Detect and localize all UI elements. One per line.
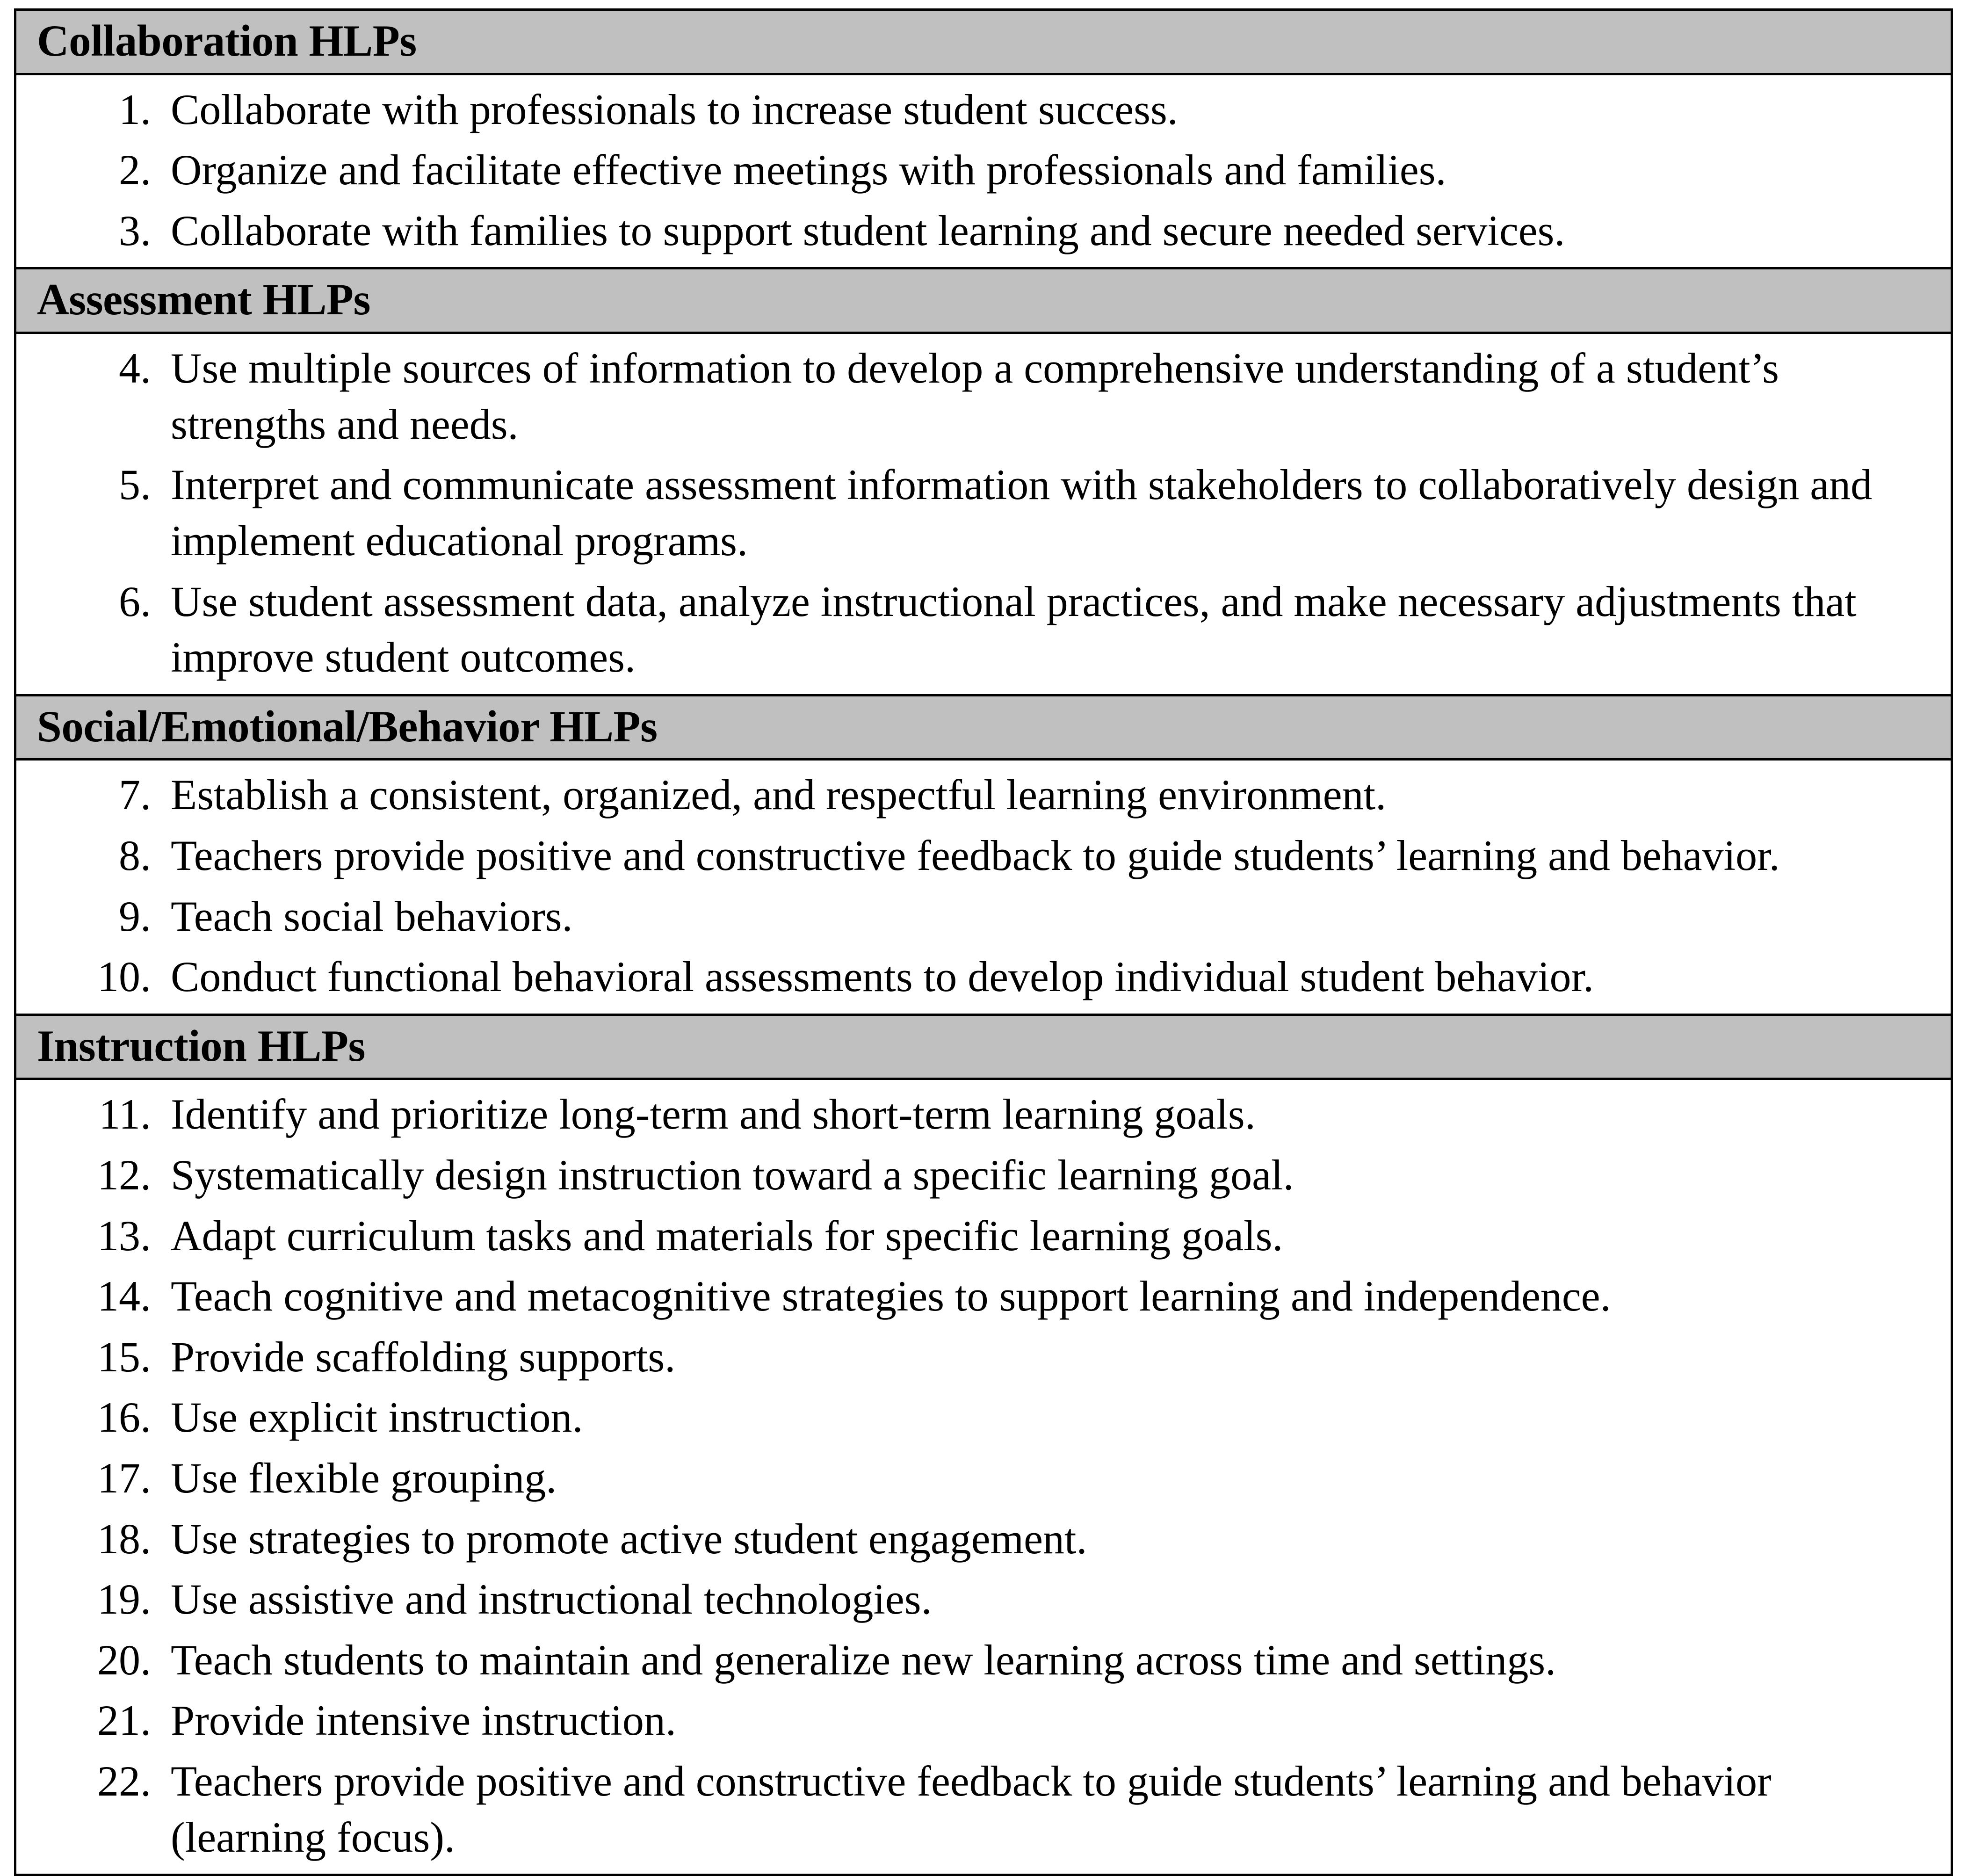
hlp-item-number: 16. <box>97 1393 151 1441</box>
hlp-list-item <box>16 574 1926 686</box>
hlp-item-text: Organize and facilitate effective meetings with professionals and families. <box>171 146 1446 194</box>
hlp-item-number: 10. <box>97 953 151 1001</box>
hlp-item-number: 7. <box>119 771 151 819</box>
hlp-item-text: Identify and prioritize long-term and short-term learning goals. <box>171 1090 1256 1138</box>
hlp-list-item <box>16 340 1926 452</box>
hlp-list-item <box>16 1208 1926 1264</box>
hlp-item-number: 21. <box>97 1696 151 1745</box>
hlp-item-text: Use explicit instruction. <box>171 1393 583 1441</box>
hlp-list-item <box>16 1753 1926 1865</box>
hlp-item-number: 6. <box>119 577 151 625</box>
hlp-item-text: Systematically design instruction toward a specific learning goal. <box>171 1151 1294 1199</box>
hlp-item-text: Provide intensive instruction. <box>171 1696 676 1745</box>
hlp-item-text: Teachers provide positive and constructive feedback to guide students’ learning and behavior (learning focus). <box>171 1757 1772 1861</box>
hlp-list <box>16 1086 1926 1865</box>
hlp-list-item <box>16 1511 1926 1567</box>
hlp-item-text: Collaborate with professionals to increase student success. <box>171 85 1178 133</box>
section-body <box>16 334 1951 694</box>
hlp-list <box>16 340 1926 686</box>
hlp-table <box>14 8 1953 1876</box>
hlp-item-text: Use assistive and instructional technologies. <box>171 1575 932 1623</box>
hlp-item-text: Teach students to maintain and generalize new learning across time and settings. <box>171 1636 1556 1684</box>
hlp-list-item <box>16 889 1926 945</box>
hlp-section <box>16 269 1951 696</box>
hlp-item-number: 12. <box>97 1151 151 1199</box>
hlp-item-number: 4. <box>119 344 151 392</box>
section-header-label: Social/Emotional/Behavior HLPs <box>37 701 658 751</box>
hlp-item-number: 18. <box>97 1514 151 1563</box>
section-body <box>16 75 1951 268</box>
section-header-label: Collaboration HLPs <box>37 16 417 65</box>
hlp-item-number: 5. <box>119 461 151 509</box>
hlp-section <box>16 11 1951 269</box>
hlp-list-item <box>16 1632 1926 1688</box>
hlp-list-item <box>16 1693 1926 1749</box>
hlp-item-number: 8. <box>119 832 151 879</box>
hlp-list-item <box>16 1147 1926 1203</box>
hlp-section <box>16 1016 1951 1874</box>
hlp-item-number: 3. <box>119 206 151 254</box>
hlp-list-item <box>16 82 1926 138</box>
section-header <box>16 1016 1951 1080</box>
hlp-item-number: 1. <box>119 85 151 133</box>
section-header <box>16 11 1951 75</box>
hlp-list-item <box>16 203 1926 259</box>
hlp-item-text: Interpret and communicate assessment information with stakeholders to collaboratively design and implement educational programs. <box>171 461 1873 565</box>
hlp-section <box>16 696 1951 1016</box>
hlp-item-text: Establish a consistent, organized, and respectful learning environment. <box>171 771 1387 819</box>
hlp-item-text: Use flexible grouping. <box>171 1454 557 1502</box>
hlp-item-number: 22. <box>97 1757 151 1805</box>
hlp-list <box>16 767 1926 1005</box>
hlp-list-item <box>16 949 1926 1005</box>
hlp-item-text: Provide scaffolding supports. <box>171 1333 676 1381</box>
hlp-item-number: 2. <box>119 146 151 194</box>
hlp-item-number: 14. <box>97 1272 151 1320</box>
hlp-item-text: Teachers provide positive and constructive feedback to guide students’ learning and behavior. <box>171 832 1780 879</box>
hlp-list-item <box>16 767 1926 823</box>
hlp-item-number: 19. <box>97 1575 151 1623</box>
hlp-list <box>16 82 1926 259</box>
hlp-item-number: 11. <box>99 1090 151 1138</box>
hlp-list-item <box>16 457 1926 569</box>
hlp-list-item <box>16 1086 1926 1143</box>
hlp-item-number: 20. <box>97 1636 151 1684</box>
section-header <box>16 696 1951 761</box>
hlp-item-number: 15. <box>97 1333 151 1381</box>
hlp-item-text: Collaborate with families to support student learning and secure needed services. <box>171 206 1565 254</box>
hlp-list-item <box>16 142 1926 198</box>
hlp-item-text: Use multiple sources of information to develop a comprehensive understanding of a student’s strengths and needs. <box>171 344 1779 448</box>
hlp-item-number: 17. <box>97 1454 151 1502</box>
hlp-item-number: 13. <box>97 1211 151 1260</box>
hlp-list-item <box>16 1450 1926 1507</box>
section-header-label: Instruction HLPs <box>37 1021 365 1071</box>
hlp-item-text: Use student assessment data, analyze instructional practices, and make necessary adjustments that improve student outcomes. <box>171 577 1857 681</box>
hlp-list-item <box>16 1390 1926 1446</box>
section-header-label: Assessment HLPs <box>37 275 370 325</box>
hlp-list-item <box>16 1329 1926 1385</box>
section-body <box>16 761 1951 1013</box>
hlp-item-text: Teach cognitive and metacognitive strategies to support learning and independence. <box>171 1272 1611 1320</box>
hlp-item-text: Adapt curriculum tasks and materials for specific learning goals. <box>171 1211 1283 1260</box>
hlp-list-item <box>16 1572 1926 1628</box>
section-body <box>16 1080 1951 1874</box>
hlp-list-item <box>16 1268 1926 1325</box>
hlp-item-text: Use strategies to promote active student engagement. <box>171 1514 1087 1563</box>
hlp-item-text: Conduct functional behavioral assessments to develop individual student behavior. <box>171 953 1594 1001</box>
hlp-list-item <box>16 828 1926 884</box>
hlp-item-text: Teach social behaviors. <box>171 892 573 940</box>
section-header <box>16 269 1951 334</box>
hlp-item-number: 9. <box>119 892 151 940</box>
